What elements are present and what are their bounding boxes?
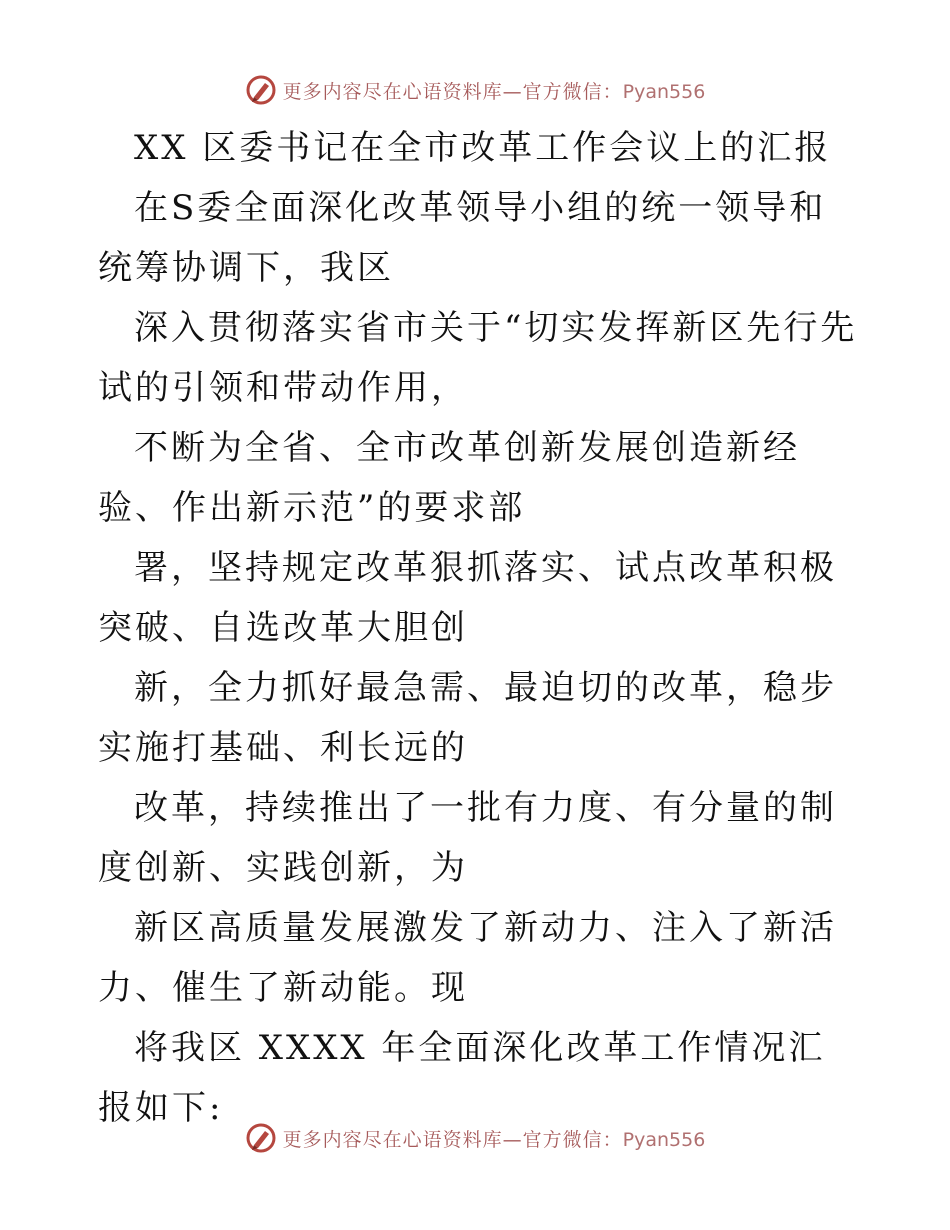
paragraph: 在S委全面深化改革领导小组的统一领导和统筹协调下，我区 [98, 188, 827, 288]
paragraph: 新，全力抓好最急需、最迫切的改革，稳步实施打基础、利长远的 [98, 668, 837, 768]
paragraph: 署，坚持规定改革狠抓落实、试点改革积极突破、自选改革大胆创 [98, 548, 837, 648]
pen-logo-icon [245, 1122, 277, 1154]
paragraph: 新区高质量发展激发了新动力、注入了新活力、催生了新动能。现 [98, 908, 837, 1008]
watermark-text [283, 77, 706, 104]
paragraph: 不断为全省、全市改革创新发展创造新经验、作出新示范”的要求部 [98, 428, 800, 528]
watermark-label: 更多内容尽在心语资料库—官方微信： [282, 1128, 623, 1151]
document-title: XX 区委书记在全市改革工作会议上的汇报 [134, 128, 832, 168]
watermark-handle: Pyan556 [622, 1128, 706, 1151]
header-watermark [0, 70, 950, 110]
footer-watermark [0, 1118, 950, 1158]
paragraph: 深入贯彻落实省市关于“切实发挥新区先行先试的引领和带动作用， [98, 308, 858, 408]
paragraph: 将我区 XXXX 年全面深化改革工作情况汇报如下: [98, 1028, 826, 1128]
watermark-text [283, 1125, 706, 1152]
paragraph: 改革，持续推出了一批有力度、有分量的制度创新、实践创新，为 [98, 788, 837, 888]
document-body [98, 118, 858, 1138]
watermark-handle: Pyan556 [622, 80, 706, 103]
watermark-label: 更多内容尽在心语资料库—官方微信： [282, 80, 623, 103]
pen-logo-icon [245, 74, 277, 106]
